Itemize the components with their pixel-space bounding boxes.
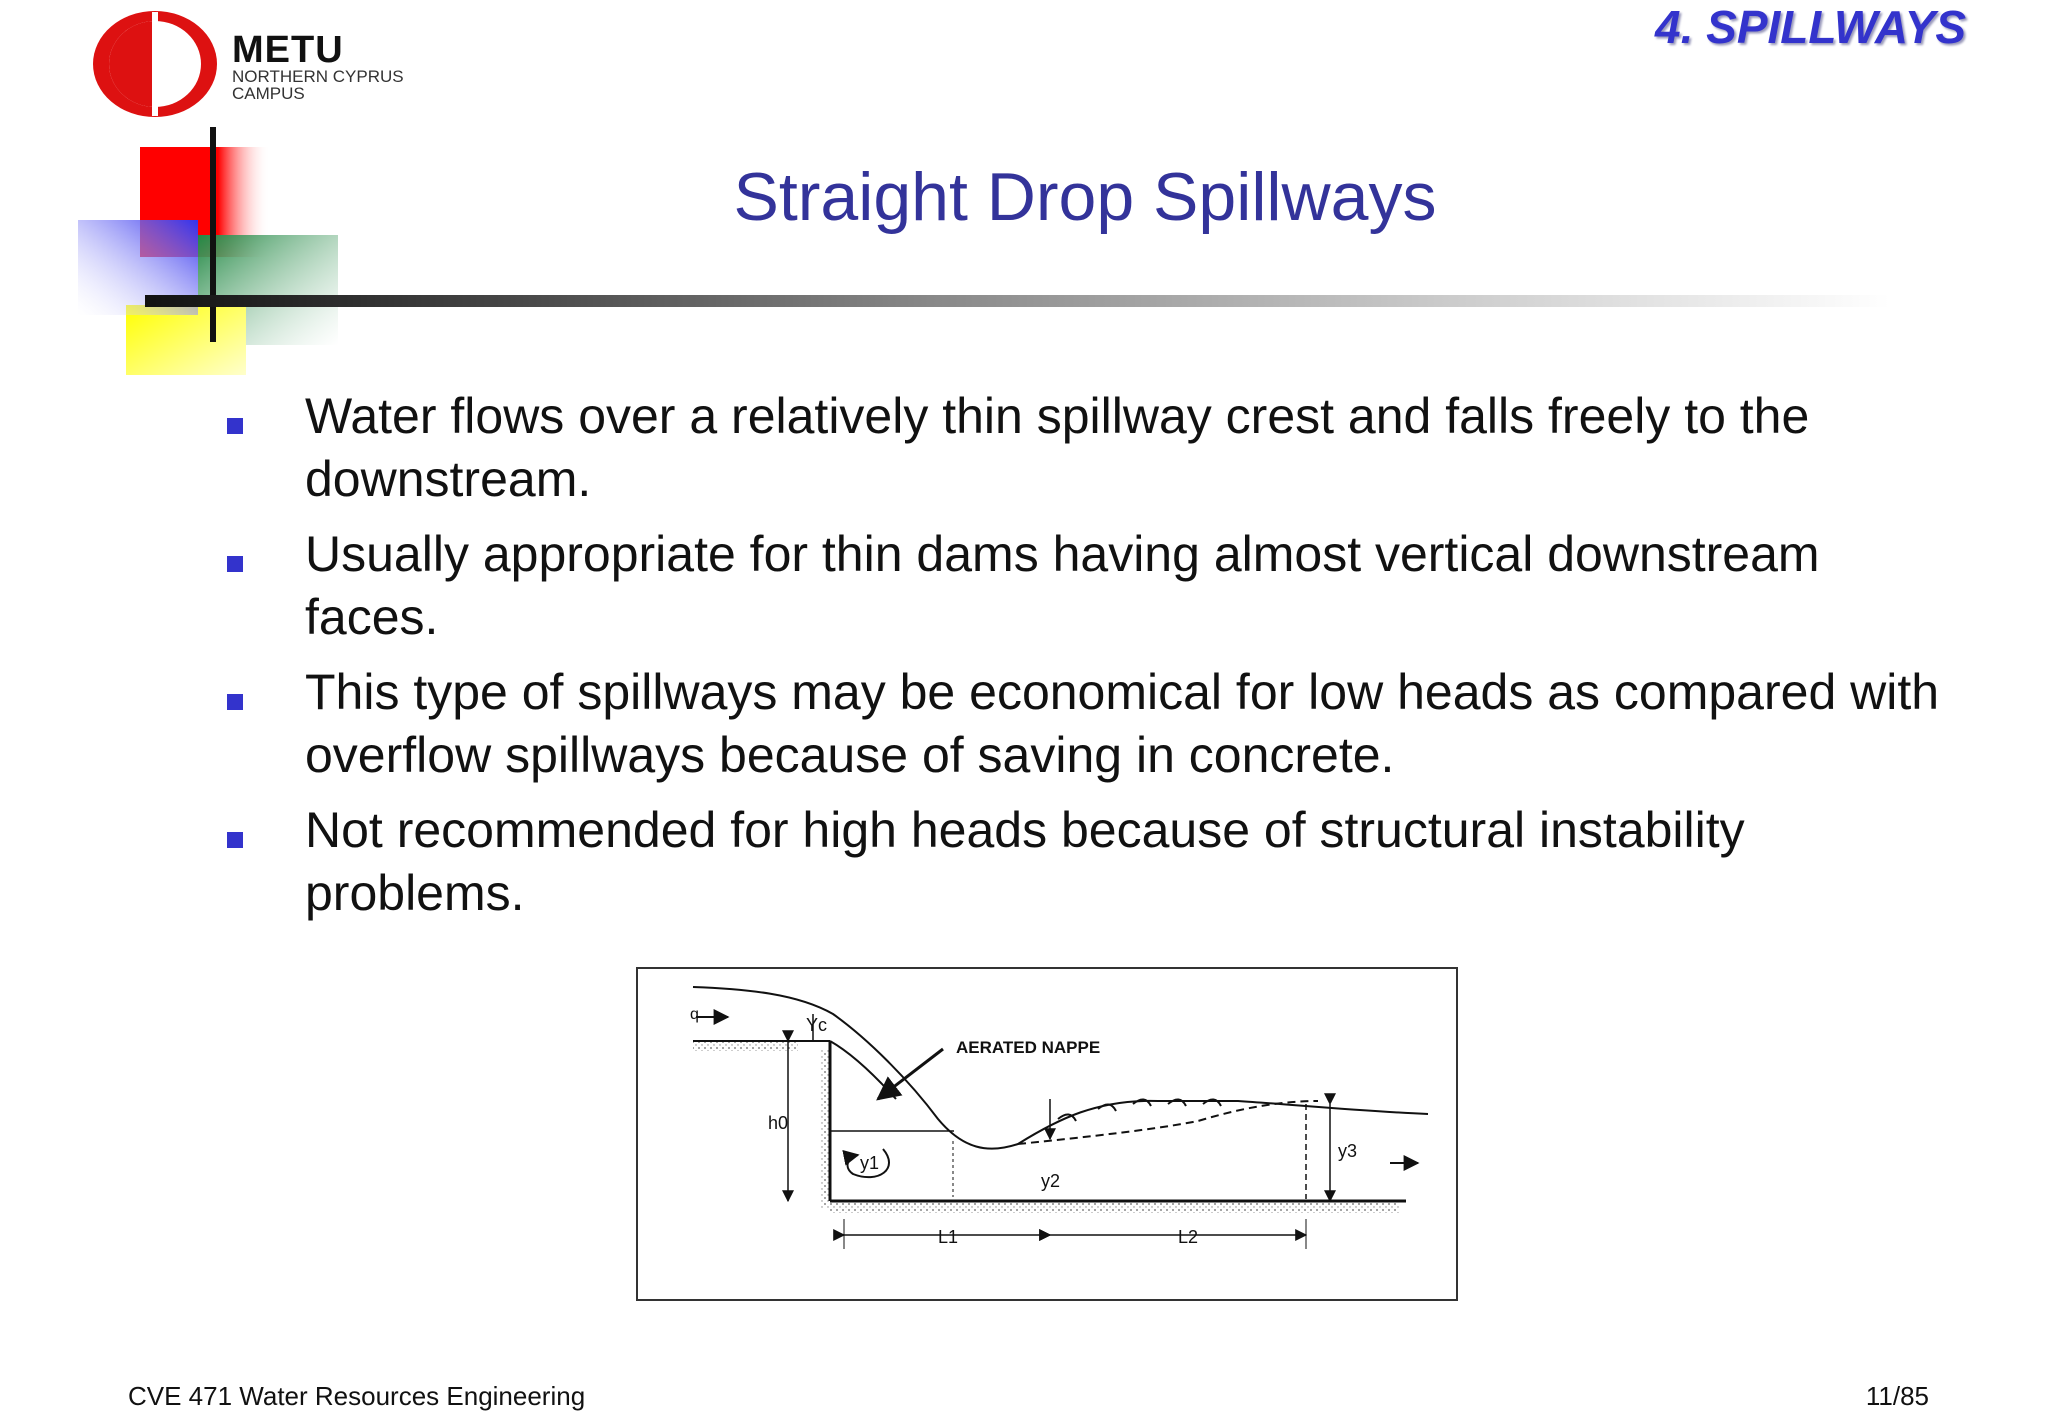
logo-title: METU: [232, 29, 344, 71]
list-item: [225, 385, 1965, 511]
logo-subtitle-1: NORTHERN CYPRUS: [232, 67, 404, 86]
jump-lower: [1018, 1101, 1318, 1144]
bullet-icon: [227, 418, 243, 434]
nappe-lower: [830, 1041, 896, 1099]
page-title: Straight Drop Spillways: [733, 159, 1437, 235]
y1-label: y1: [860, 1153, 880, 1173]
spillway-diagram: [636, 967, 1458, 1301]
bullet-text: Not recommended for high heads because of structural instability problems.: [305, 802, 1745, 921]
list-item: [225, 799, 1965, 925]
metu-logo: [90, 8, 420, 120]
L1-label: L1: [938, 1227, 959, 1247]
logo-subtitle-2: CAMPUS: [232, 84, 305, 103]
nappe-label: AERATED NAPPE: [956, 1038, 1101, 1057]
upstream-ground: [693, 1041, 798, 1051]
logo-text: [232, 29, 404, 103]
list-item: [225, 523, 1965, 649]
metu-emblem-icon: [90, 8, 220, 120]
y2-label: y2: [1041, 1171, 1061, 1191]
bullet-icon: [227, 694, 243, 710]
bullet-icon: [227, 832, 243, 848]
bullet-text: This type of spillways may be economical for low heads as compared with overflow spillways because of saving in concrete.: [305, 664, 1940, 783]
bullet-icon: [227, 556, 243, 572]
list-item: [225, 661, 1965, 787]
section-label: 4. SPILLWAYS: [1655, 1, 1966, 53]
bullet-list: [225, 385, 1965, 937]
bullet-text: Water flows over a relatively thin spillway crest and falls freely to the downstream.: [305, 388, 1810, 507]
bullet-text: Usually appropriate for thin dams having almost vertical downstream faces.: [305, 526, 1820, 645]
nappe-pointer: [878, 1049, 943, 1099]
hydraulic-jump-rollers: [1058, 1099, 1221, 1121]
downstream-ground: [830, 1201, 1400, 1213]
footer-course: CVE 471 Water Resources Engineering: [128, 1381, 586, 1411]
page-number: 11/85: [1865, 1381, 1929, 1411]
water-surface: [693, 987, 1428, 1149]
title-divider: [145, 295, 1890, 307]
h0-label: h0: [768, 1113, 789, 1133]
yc-label: Yc: [806, 1015, 828, 1035]
q-label: q: [690, 1006, 699, 1023]
L2-label: L2: [1178, 1227, 1199, 1247]
y3-label: y3: [1338, 1141, 1358, 1161]
spillway-diagram-svg: [638, 969, 1456, 1299]
